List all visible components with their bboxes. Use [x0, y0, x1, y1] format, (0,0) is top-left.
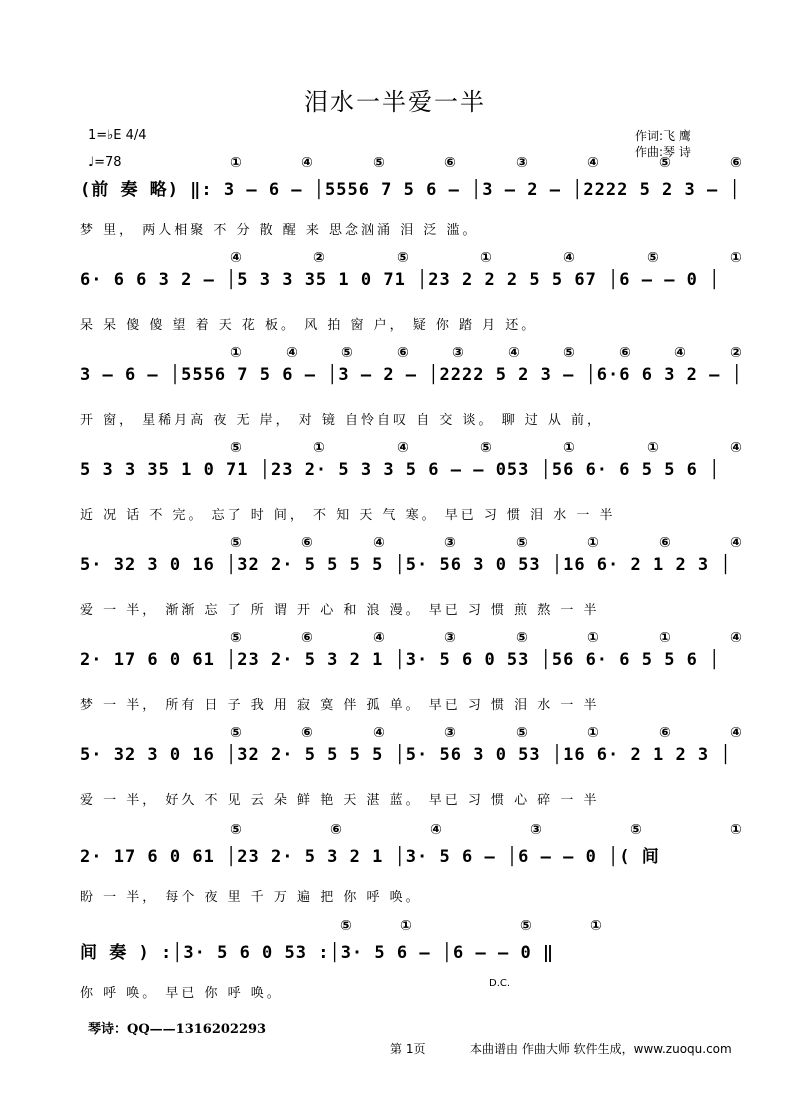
chord-number: ⑤	[480, 440, 492, 456]
chord-row	[80, 535, 740, 553]
chord-number: ②	[313, 250, 325, 266]
chord-number: ④	[373, 725, 385, 741]
chord-number: ④	[373, 535, 385, 551]
chord-number: ⑤	[659, 155, 671, 171]
chord-number: ⑤	[230, 630, 242, 646]
chord-number: ⑥	[730, 155, 742, 171]
chord-number: ③	[444, 725, 456, 741]
chord-number: ⑤	[520, 918, 532, 934]
chord-number: ⑥	[301, 725, 313, 741]
chord-number: ⑤	[340, 918, 352, 934]
chord-number: ⑤	[397, 250, 409, 266]
chord-number: ①	[587, 725, 599, 741]
note-row: 2· 17 6 0 61 │23 2· 5 3 2 1 │3· 5 6 – │6 – – 0 │( 间	[80, 847, 660, 867]
chord-number: ⑤	[630, 822, 642, 838]
chord-row	[80, 918, 740, 936]
lyric-row: 梦 一 半， 所有 日 子 我 用 寂 寞 伴 孤 单。 早已 习 惯 泪 水 一 半	[80, 698, 600, 713]
chord-number: ③	[516, 155, 528, 171]
chord-number: ⑥	[301, 630, 313, 646]
composer: 作曲:琴 诗	[635, 145, 691, 159]
chord-row	[80, 250, 740, 268]
lyric-row: 盼 一 半， 每个 夜 里 千 万 遍 把 你 呼 唤。	[80, 890, 422, 905]
chord-number: ④	[373, 630, 385, 646]
note-row: 6· 6 6 3 2 – │5 3 3 35 1 0 71 │23 2 2 2 5 5 67 │6 – – 0 │	[80, 270, 721, 290]
note-row: (前 奏 略) ‖: 3 – 6 – │5556 7 5 6 – │3 – 2 – │2222 5 2 3 – │	[80, 180, 741, 200]
note-row: 间 奏 ) :│3· 5 6 0 53 :│3· 5 6 – │6 – – 0 ‖	[80, 943, 555, 963]
chord-number: ⑤	[230, 440, 242, 456]
chord-number: ①	[230, 155, 242, 171]
chord-number: ③	[452, 345, 464, 361]
chord-number: ⑤	[373, 155, 385, 171]
chord-number: ⑤	[563, 345, 575, 361]
chord-number: ④	[230, 250, 242, 266]
chord-row	[80, 822, 740, 840]
note-row: 5· 32 3 0 16 │32 2· 5 5 5 5 │5· 56 3 0 53 │16 6· 2 1 2 3 │	[80, 555, 732, 575]
dc-marking: D.C.	[489, 978, 511, 989]
chord-number: ⑥	[397, 345, 409, 361]
chord-number: ⑥	[330, 822, 342, 838]
chord-number: ③	[530, 822, 542, 838]
chord-number: ④	[730, 725, 742, 741]
lyric-row: 你 呼 唤。 早已 你 呼 唤。	[80, 986, 283, 1001]
chord-number: ①	[659, 630, 671, 646]
key-signature: 1=♭E 4/4	[88, 128, 147, 143]
chord-number: ⑤	[647, 250, 659, 266]
chord-number: ①	[313, 440, 325, 456]
chord-number: ⑥	[659, 725, 671, 741]
chord-number: ④	[730, 535, 742, 551]
chord-number: ①	[587, 630, 599, 646]
note-row: 3 – 6 – │5556 7 5 6 – │3 – 2 – │2222 5 2 3 – │6·6 6 3 2 – │	[80, 365, 743, 385]
chord-row	[80, 155, 740, 173]
lyricist: 作词:飞 鹰	[635, 129, 691, 143]
chord-number: ①	[230, 345, 242, 361]
chord-number: ①	[730, 822, 742, 838]
chord-number: ④	[508, 345, 520, 361]
chord-number: ④	[730, 630, 742, 646]
chord-number: ⑥	[659, 535, 671, 551]
chord-number: ⑤	[230, 535, 242, 551]
page-title: 泪水一半爱一半	[304, 88, 486, 116]
chord-number: ①	[647, 440, 659, 456]
chord-row	[80, 440, 740, 458]
footer-page-number: 第 1页	[390, 1042, 426, 1056]
chord-number: ④	[674, 345, 686, 361]
chord-number: ③	[444, 630, 456, 646]
chord-number: ⑤	[230, 725, 242, 741]
chord-number: ⑤	[516, 535, 528, 551]
chord-number: ②	[730, 345, 742, 361]
chord-number: ①	[563, 440, 575, 456]
chord-row	[80, 345, 740, 363]
chord-number: ⑥	[619, 345, 631, 361]
tempo-marking: ♩=78	[88, 155, 122, 170]
chord-number: ⑤	[230, 822, 242, 838]
chord-number: ①	[587, 535, 599, 551]
chord-number: ①	[590, 918, 602, 934]
lyric-row: 爱 一 半， 好久 不 见 云 朵 鲜 艳 天 湛 蓝。 早已 习 惯 心 碎 一 半	[80, 793, 600, 808]
chord-number: ⑥	[444, 155, 456, 171]
chord-number: ⑤	[341, 345, 353, 361]
chord-number: ④	[286, 345, 298, 361]
note-row: 5· 32 3 0 16 │32 2· 5 5 5 5 │5· 56 3 0 53 │16 6· 2 1 2 3 │	[80, 745, 732, 765]
chord-number: ④	[397, 440, 409, 456]
chord-row	[80, 630, 740, 648]
chord-row	[80, 725, 740, 743]
chord-number: ④	[730, 440, 742, 456]
lyric-row: 爱 一 半， 渐渐 忘 了 所 谓 开 心 和 浪 漫。 早已 习 惯 煎 熬 一 半	[80, 603, 600, 618]
chord-number: ④	[430, 822, 442, 838]
chord-number: ①	[730, 250, 742, 266]
lyric-row: 梦 里， 两人相聚 不 分 散 醒 来 思念汹涌 泪 泛 滥。	[80, 223, 479, 238]
chord-number: ①	[400, 918, 412, 934]
footer-contact: 琴诗：QQ——1316202293	[88, 1022, 267, 1037]
footer-generator-note: 本曲谱由 作曲大师 软件生成，www.zuoqu.com	[470, 1042, 732, 1056]
chord-number: ④	[563, 250, 575, 266]
lyric-row: 呆 呆 傻 傻 望 着 天 花 板。 风 拍 窗 户， 疑 你 踏 月 还。	[80, 318, 538, 333]
lyric-row: 近 况 话 不 完。 忘了 时 间， 不 知 天 气 寒。 早已 习 惯 泪 水 一 半	[80, 508, 616, 523]
chord-number: ⑥	[301, 535, 313, 551]
lyric-row: 开 窗， 星稀月高 夜 无 岸， 对 镜 自怜自叹 自 交 谈。 聊 过 从 前，	[80, 413, 603, 428]
chord-number: ④	[587, 155, 599, 171]
chord-number: ④	[301, 155, 313, 171]
note-row: 2· 17 6 0 61 │23 2· 5 3 2 1 │3· 5 6 0 53 │56 6· 6 5 5 6 │	[80, 650, 721, 670]
chord-number: ⑤	[516, 630, 528, 646]
chord-number: ⑤	[516, 725, 528, 741]
chord-number: ①	[480, 250, 492, 266]
note-row: 5 3 3 35 1 0 71 │23 2· 5 3 3 5 6 – – 053 │56 6· 6 5 5 6 │	[80, 460, 721, 480]
chord-number: ③	[444, 535, 456, 551]
